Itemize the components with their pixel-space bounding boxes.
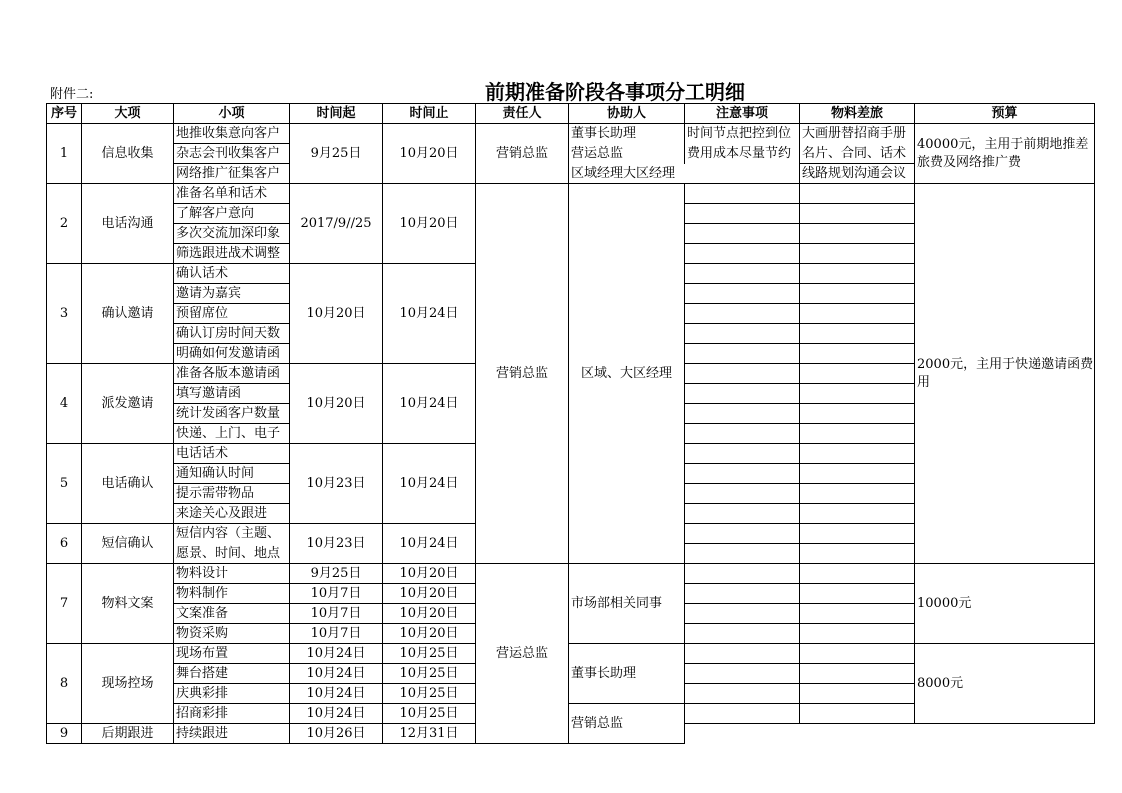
category-cell: 信息收集 (82, 124, 174, 184)
header-category: 大项 (82, 104, 174, 124)
owner-cell: 营销总监 (476, 184, 569, 564)
materials-cell (800, 304, 915, 324)
materials-cell (800, 364, 915, 384)
materials-cell (800, 184, 915, 204)
start-cell: 10月20日 (290, 264, 383, 364)
notes-cell (685, 724, 800, 744)
notes-cell: 时间节点把控到位 (685, 124, 800, 144)
assistant-cell: 区域、大区经理 (569, 184, 685, 564)
materials-cell (800, 544, 915, 564)
subitem-cell: 文案准备 (174, 604, 290, 624)
notes-cell (685, 224, 800, 244)
subitem-cell: 现场布置 (174, 644, 290, 664)
subitem-cell: 准备各版本邀请函 (174, 364, 290, 384)
header-budget: 预算 (915, 104, 1095, 124)
start-cell: 2017/9//25 (290, 184, 383, 264)
end-cell: 10月25日 (383, 704, 476, 724)
assistant-cell: 市场部相关同事 (569, 564, 685, 644)
notes-cell: 费用成本尽量节约 (685, 144, 800, 164)
category-cell: 后期跟进 (82, 724, 174, 744)
notes-cell (685, 364, 800, 384)
subitem-cell: 网络推广征集客户 (174, 164, 290, 184)
subitem-cell: 庆典彩排 (174, 684, 290, 704)
category-cell: 短信确认 (82, 524, 174, 564)
start-cell: 9月25日 (290, 564, 383, 584)
category-cell: 现场控场 (82, 644, 174, 724)
budget-cell: 10000元 (915, 564, 1095, 644)
notes-cell (685, 504, 800, 524)
notes-cell (685, 304, 800, 324)
materials-cell (800, 384, 915, 404)
materials-cell (800, 724, 915, 744)
end-cell: 10月24日 (383, 524, 476, 564)
notes-cell (685, 464, 800, 484)
budget-cell: 8000元 (915, 644, 1095, 724)
start-cell: 10月24日 (290, 644, 383, 664)
assistant-cell: 董事长助理 (569, 644, 685, 704)
notes-cell (685, 264, 800, 284)
materials-cell (800, 224, 915, 244)
subitem-cell: 确认订房时间天数 (174, 324, 290, 344)
subitem-cell: 确认话术 (174, 264, 290, 284)
budget-cell: 40000元，主用于前期地推差旅费及网络推广费 (915, 124, 1095, 184)
category-cell: 物料文案 (82, 564, 174, 644)
notes-cell (685, 384, 800, 404)
row-no: 7 (47, 564, 82, 644)
start-cell: 10月20日 (290, 364, 383, 444)
materials-cell (800, 264, 915, 284)
subitem-cell: 预留席位 (174, 304, 290, 324)
page-title: 前期准备阶段各事项分工明细 (485, 80, 745, 104)
notes-cell (685, 244, 800, 264)
materials-cell (800, 644, 915, 664)
notes-cell (685, 544, 800, 564)
attachment-label: 附件二: (50, 87, 94, 102)
materials-cell (800, 404, 915, 424)
header-start: 时间起 (290, 104, 383, 124)
end-cell: 10月20日 (383, 564, 476, 584)
row-no: 3 (47, 264, 82, 364)
header-end: 时间止 (383, 104, 476, 124)
notes-cell (685, 424, 800, 444)
end-cell: 10月24日 (383, 444, 476, 524)
materials-cell: 大画册替招商手册 (800, 124, 915, 144)
end-cell: 10月20日 (383, 624, 476, 644)
subitem-cell: 统计发函客户数量 (174, 404, 290, 424)
subitem-cell: 持续跟进 (174, 724, 290, 744)
notes-cell (685, 324, 800, 344)
materials-cell (800, 484, 915, 504)
header-subitem: 小项 (174, 104, 290, 124)
table-row (47, 564, 1095, 584)
row-no: 6 (47, 524, 82, 564)
start-cell: 10月24日 (290, 704, 383, 724)
end-cell: 10月24日 (383, 364, 476, 444)
start-cell: 10月7日 (290, 584, 383, 604)
row-no: 9 (47, 724, 82, 744)
materials-cell (800, 624, 915, 644)
materials-cell (800, 524, 915, 544)
subitem-cell: 邀请为嘉宾 (174, 284, 290, 304)
end-cell: 10月25日 (383, 684, 476, 704)
row-no: 4 (47, 364, 82, 444)
category-cell: 电话沟通 (82, 184, 174, 264)
category-cell: 确认邀请 (82, 264, 174, 364)
notes-cell (685, 204, 800, 224)
start-cell: 10月24日 (290, 664, 383, 684)
notes-cell (685, 704, 800, 724)
notes-cell (685, 184, 800, 204)
subitem-cell: 了解客户意向 (174, 204, 290, 224)
subitem-cell: 地推收集意向客户 (174, 124, 290, 144)
header-owner: 责任人 (476, 104, 569, 124)
end-cell: 10月20日 (383, 604, 476, 624)
end-cell: 10月24日 (383, 264, 476, 364)
notes-cell (685, 404, 800, 424)
end-cell: 10月20日 (383, 184, 476, 264)
assistant-cell: 董事长助理 (569, 124, 685, 144)
subitem-cell: 来途关心及跟进 (174, 504, 290, 524)
subitem-cell: 物料设计 (174, 564, 290, 584)
notes-cell (685, 604, 800, 624)
subitem-cell: 物料制作 (174, 584, 290, 604)
materials-cell (800, 704, 915, 724)
budget-cell (915, 724, 1095, 744)
task-table (46, 103, 1095, 744)
start-cell: 9月25日 (290, 124, 383, 184)
start-cell: 10月24日 (290, 684, 383, 704)
owner-cell: 营销总监 (476, 124, 569, 184)
materials-cell (800, 684, 915, 704)
subitem-cell: 物资采购 (174, 624, 290, 644)
notes-cell (685, 564, 800, 584)
materials-cell (800, 664, 915, 684)
header-notes: 注意事项 (685, 104, 800, 124)
table-row (47, 124, 1095, 144)
subitem-cell: 通知确认时间 (174, 464, 290, 484)
row-no: 2 (47, 184, 82, 264)
notes-cell (685, 584, 800, 604)
materials-cell (800, 244, 915, 264)
subitem-cell: 舞台搭建 (174, 664, 290, 684)
materials-cell: 线路规划沟通会议 (800, 164, 915, 184)
notes-cell (685, 644, 800, 664)
start-cell: 10月23日 (290, 524, 383, 564)
end-cell: 10月25日 (383, 664, 476, 684)
subitem-cell: 短信内容（主题、 (174, 524, 290, 544)
subitem-cell: 准备名单和话术 (174, 184, 290, 204)
start-cell: 10月26日 (290, 724, 383, 744)
notes-cell (685, 484, 800, 504)
header-assistant: 协助人 (569, 104, 685, 124)
subitem-cell: 明确如何发邀请函 (174, 344, 290, 364)
materials-cell (800, 444, 915, 464)
end-cell: 10月20日 (383, 584, 476, 604)
subitem-cell: 填写邀请函 (174, 384, 290, 404)
table-row (47, 644, 1095, 664)
subitem-cell: 招商彩排 (174, 704, 290, 724)
owner-cell: 营运总监 (476, 564, 569, 744)
assistant-cell: 营销总监 (569, 704, 685, 744)
row-no: 5 (47, 444, 82, 524)
notes-cell (685, 284, 800, 304)
budget-cell: 2000元，主用于快递邀请函费用 (915, 184, 1095, 564)
end-cell: 12月31日 (383, 724, 476, 744)
assistant-cell: 区域经理大区经理 (569, 164, 800, 184)
subitem-cell: 杂志会刊收集客户 (174, 144, 290, 164)
category-cell: 电话确认 (82, 444, 174, 524)
notes-cell (685, 664, 800, 684)
materials-cell (800, 564, 915, 584)
subitem-cell: 提示需带物品 (174, 484, 290, 504)
table-row (47, 184, 1095, 204)
row-no: 1 (47, 124, 82, 184)
header-no: 序号 (47, 104, 82, 124)
subitem-cell: 多次交流加深印象 (174, 224, 290, 244)
notes-cell (685, 444, 800, 464)
materials-cell (800, 344, 915, 364)
notes-cell (685, 684, 800, 704)
subitem-cell: 快递、上门、电子 (174, 424, 290, 444)
end-cell: 10月25日 (383, 644, 476, 664)
notes-cell (685, 344, 800, 364)
materials-cell: 名片、合同、话术 (800, 144, 915, 164)
subitem-cell: 筛选跟进战术调整 (174, 244, 290, 264)
materials-cell (800, 324, 915, 344)
materials-cell (800, 504, 915, 524)
assistant-cell: 营运总监 (569, 144, 685, 164)
category-cell: 派发邀请 (82, 364, 174, 444)
materials-cell (800, 584, 915, 604)
start-cell: 10月7日 (290, 604, 383, 624)
subitem-cell: 电话话术 (174, 444, 290, 464)
notes-cell (685, 624, 800, 644)
notes-cell (685, 524, 800, 544)
subitem-cell: 愿景、时间、地点 (174, 544, 290, 564)
header-row (47, 104, 1095, 124)
materials-cell (800, 464, 915, 484)
row-no: 8 (47, 644, 82, 724)
materials-cell (800, 204, 915, 224)
start-cell: 10月23日 (290, 444, 383, 524)
materials-cell (800, 284, 915, 304)
materials-cell (800, 424, 915, 444)
end-cell: 10月20日 (383, 124, 476, 184)
header-materials: 物料差旅 (800, 104, 915, 124)
start-cell: 10月7日 (290, 624, 383, 644)
materials-cell (800, 604, 915, 624)
